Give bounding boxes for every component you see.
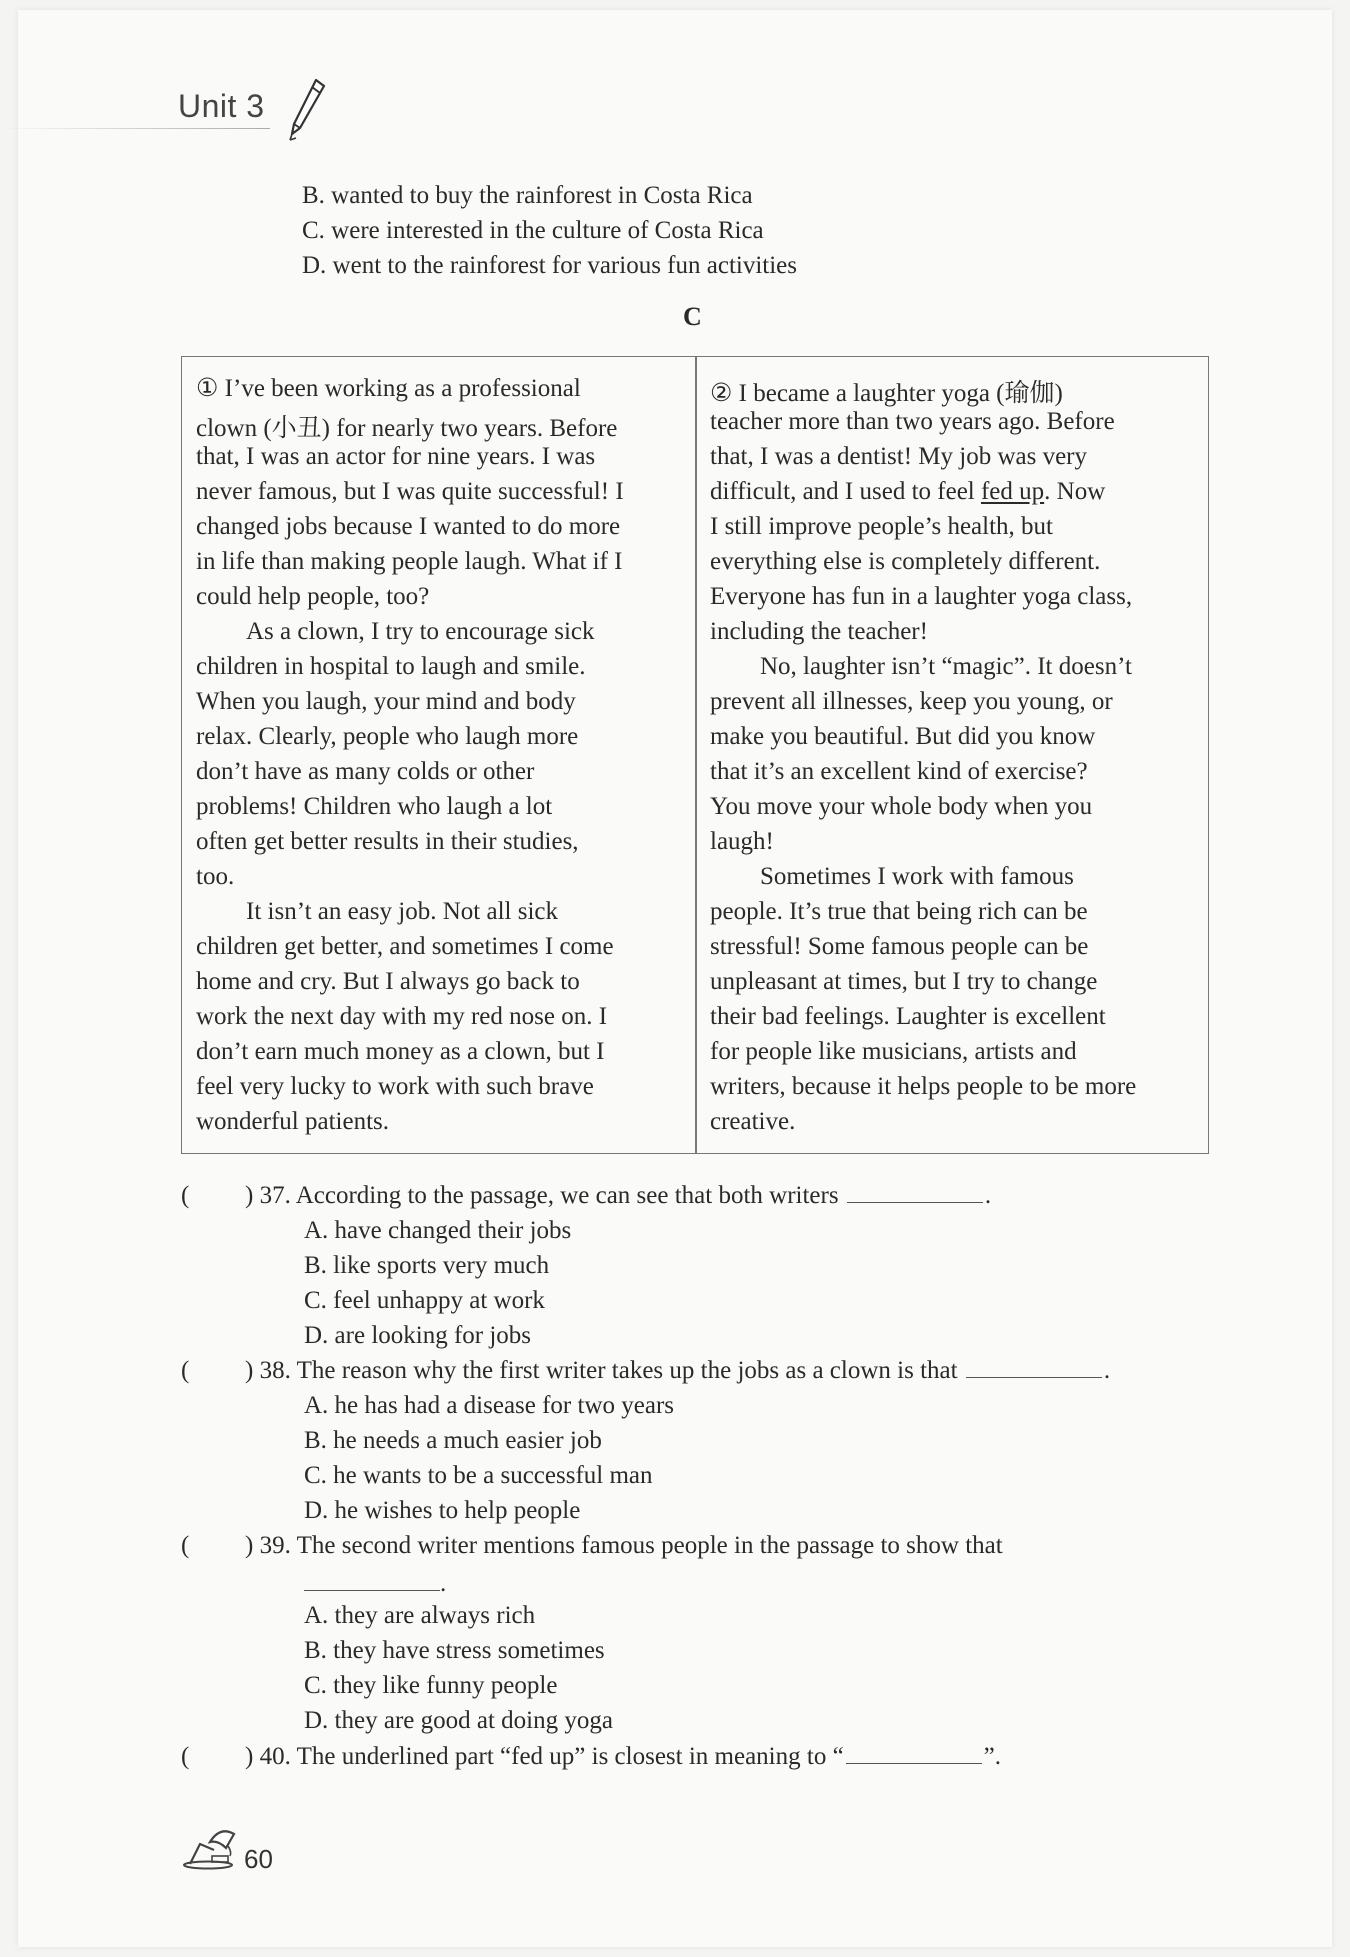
answer-paren: ( [181, 1357, 190, 1384]
answer-paren: ( [181, 1182, 190, 1209]
passage-line: Everyone has fun in a laughter yoga class, [710, 583, 1133, 610]
passage-line: When you laugh, your mind and body [196, 688, 576, 715]
question-tail: . [1103, 1357, 1111, 1384]
answer-paren: ( [181, 1743, 190, 1770]
passage-text: . Now [1044, 478, 1106, 505]
option: B. they have stress sometimes [304, 1637, 605, 1664]
passage-line: often get better results in their studies, [196, 828, 579, 855]
passage-line: could help people, too? [196, 583, 430, 610]
question-39-blank-line [304, 1570, 446, 1598]
option: D. are looking for jobs [304, 1322, 532, 1349]
passage-line: ① I’ve been working as a professional [196, 375, 581, 402]
question-tail: . [440, 1570, 447, 1597]
passage-line: children in hospital to laugh and smile. [196, 653, 586, 680]
option: A. he has had a disease for two years [304, 1392, 675, 1419]
header-rule [0, 128, 270, 129]
option: C. feel unhappy at work [304, 1287, 545, 1314]
passage-line: problems! Children who laugh a lot [196, 793, 553, 820]
prev-option-d: D. went to the rainforest for various fun activities [302, 252, 797, 279]
unit-title: Unit 3 [178, 88, 265, 124]
passage-line: never famous, but I was quite successful! I [196, 478, 624, 505]
passage-line: changed jobs because I wanted to do more [196, 513, 621, 540]
passage-line: clown (小丑) for nearly two years. Before [196, 415, 618, 442]
desk-lamp-icon [180, 1820, 240, 1870]
question-text: ) 38. The reason why the first writer takes up the jobs as a clown is that [245, 1357, 958, 1384]
passage-line: children get better, and sometimes I come [196, 933, 614, 960]
passage-line: don’t earn much money as a clown, but I [196, 1038, 605, 1065]
passage-line: home and cry. But I always go back to [196, 968, 580, 995]
question-tail: . [984, 1182, 992, 1209]
passage-line: As a clown, I try to encourage sick [246, 618, 595, 645]
passage-line [710, 478, 1105, 506]
passage-line: their bad feelings. Laughter is excellent [710, 1003, 1106, 1030]
passage-line: unpleasant at times, but I try to change [710, 968, 1098, 995]
question-37-stem [245, 1182, 991, 1210]
passage-line: creative. [710, 1108, 796, 1135]
answer-paren: ( [181, 1532, 190, 1559]
option: A. they are always rich [304, 1602, 536, 1629]
pen-icon [286, 78, 326, 142]
passage-line: people. It’s true that being rich can be [710, 898, 1088, 925]
underlined-phrase: fed up [980, 478, 1045, 505]
passage-line: No, laughter isn’t “magic”. It doesn’t [760, 653, 1132, 680]
option: C. he wants to be a successful man [304, 1462, 653, 1489]
passage-text: difficult, and I used to feel [710, 478, 981, 505]
prev-option-b: B. wanted to buy the rainforest in Costa Rica [302, 182, 753, 209]
passage-line: feel very lucky to work with such brave [196, 1073, 594, 1100]
question-39-stem: ) 39. The second writer mentions famous people in the passage to show that [245, 1532, 1003, 1559]
passage-line: It isn’t an easy job. Not all sick [246, 898, 558, 925]
option: C. they like funny people [304, 1672, 558, 1699]
answer-blank[interactable] [846, 1745, 982, 1764]
question-38-stem [245, 1357, 1110, 1385]
passage-line: I still improve people’s health, but [710, 513, 1053, 540]
passage-line: work the next day with my red nose on. I [196, 1003, 608, 1030]
passage-line: don’t have as many colds or other [196, 758, 535, 785]
passage-line: laugh! [710, 828, 774, 855]
page-number: 60 [244, 1844, 273, 1874]
passage-line: everything else is completely different. [710, 548, 1101, 575]
passage-line: Sometimes I work with famous [760, 863, 1074, 890]
prev-option-c: C. were interested in the culture of Costa Rica [302, 217, 764, 244]
option: D. he wishes to help people [304, 1497, 581, 1524]
passage-line: teacher more than two years ago. Before [710, 408, 1115, 435]
option: B. like sports very much [304, 1252, 550, 1279]
passage-line: for people like musicians, artists and [710, 1038, 1077, 1065]
question-40-stem [245, 1743, 1001, 1771]
passage-line: that, I was a dentist! My job was very [710, 443, 1088, 470]
passage-line: stressful! Some famous people can be [710, 933, 1089, 960]
passage-line: relax. Clearly, people who laugh more [196, 723, 579, 750]
option: A. have changed their jobs [304, 1217, 572, 1244]
option: D. they are good at doing yoga [304, 1707, 613, 1734]
passage-line: that, I was an actor for nine years. I was [196, 443, 596, 470]
passage-divider [695, 356, 697, 1154]
passage-line: that it’s an excellent kind of exercise? [710, 758, 1088, 785]
question-text: ) 37. According to the passage, we can see that both writers [245, 1182, 839, 1209]
answer-blank[interactable] [847, 1184, 983, 1203]
passage-line: too. [196, 863, 235, 890]
passage-line: wonderful patients. [196, 1108, 390, 1135]
passage-line: including the teacher! [710, 618, 928, 645]
option: B. he needs a much easier job [304, 1427, 602, 1454]
question-text: ) 40. The underlined part “fed up” is closest in meaning to “ [245, 1743, 844, 1770]
passage-line: writers, because it helps people to be more [710, 1073, 1137, 1100]
answer-blank[interactable] [304, 1572, 440, 1591]
answer-blank[interactable] [966, 1359, 1102, 1378]
passage-line: make you beautiful. But did you know [710, 723, 1096, 750]
section-letter: C [683, 302, 702, 331]
passage-line: in life than making people laugh. What if I [196, 548, 623, 575]
passage-line: You move your whole body when you [710, 793, 1093, 820]
question-tail: ”. [983, 1743, 1002, 1770]
passage-line: ② I became a laughter yoga (瑜伽) [710, 380, 1063, 407]
passage-line: prevent all illnesses, keep you young, or [710, 688, 1113, 715]
